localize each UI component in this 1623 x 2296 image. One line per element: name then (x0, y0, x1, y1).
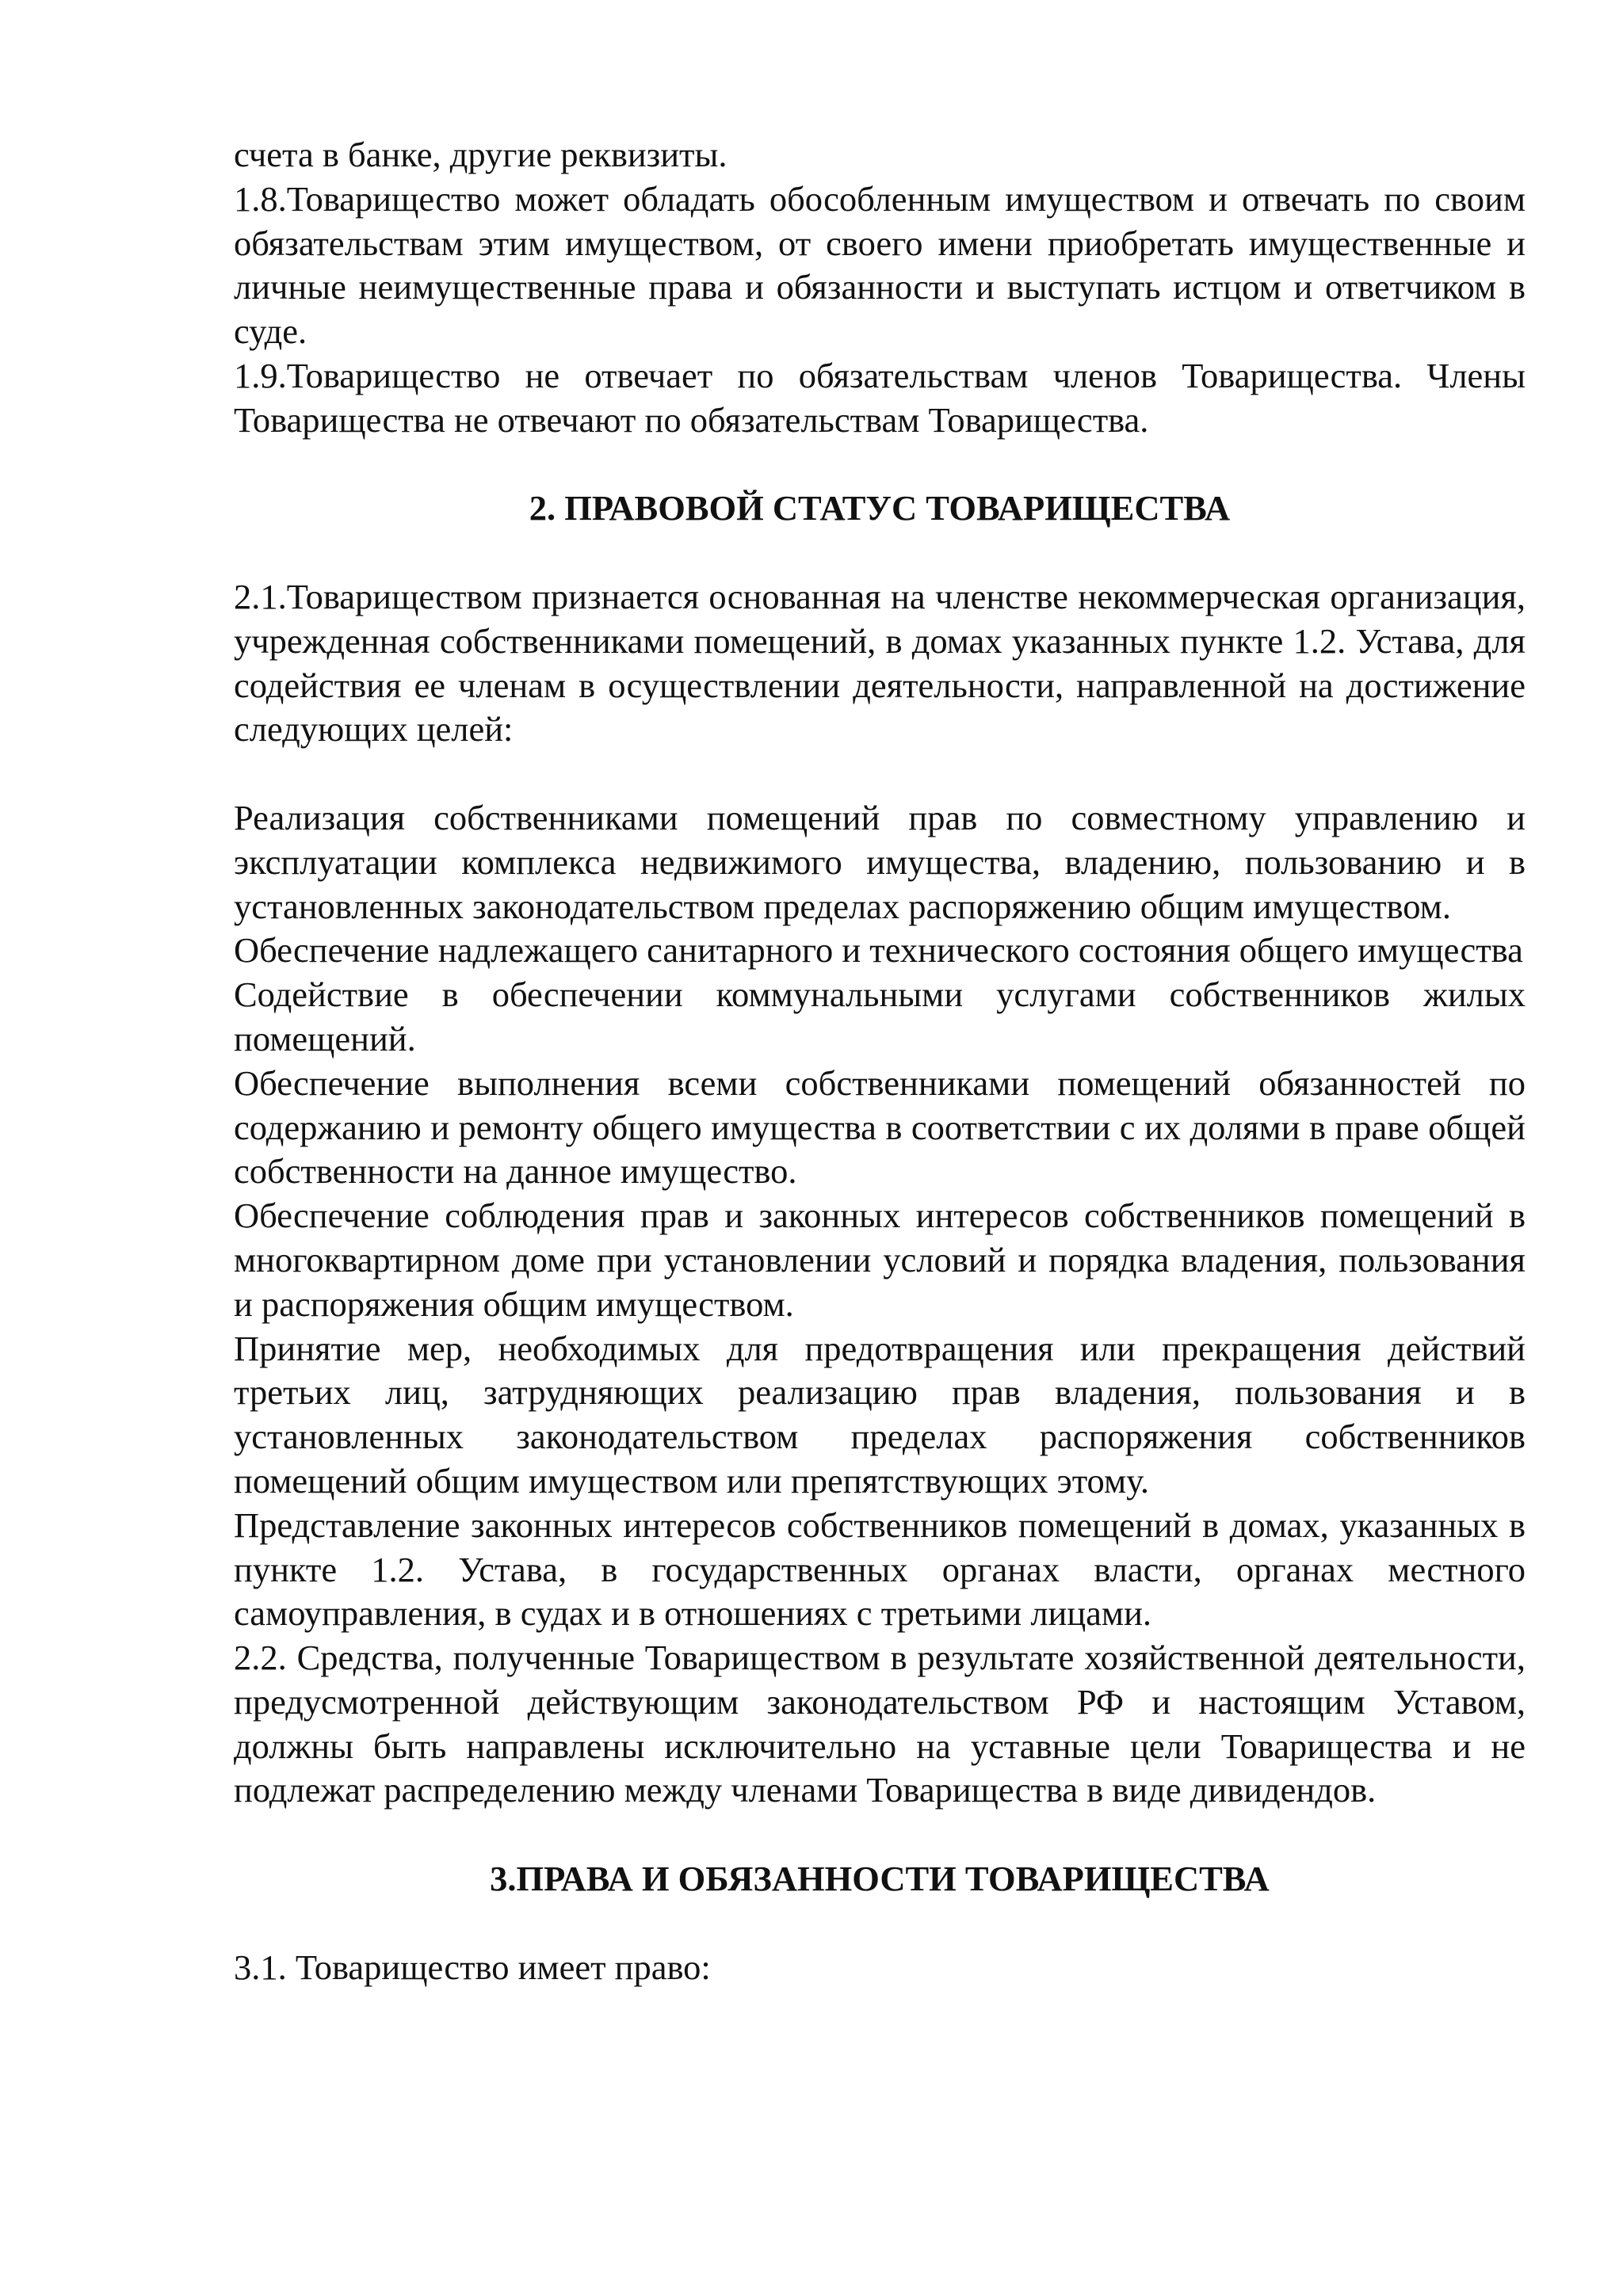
spacer (234, 752, 1526, 796)
spacer (234, 1901, 1526, 1946)
goal-item: Принятие мер, необходимых для предотвращения или прекращения действий третьих лиц, затрудняющих реализацию прав владения, пользования и в установленных законодательством пределах распоряжения собственников помещений общим имуществом или препятствующих этому. (234, 1328, 1526, 1501)
paragraph-2-1: 2.1.Товариществом признается основанная на членстве некоммерческая организация, учрежденная собственниками помещений, в домах указанных пункте 1.2. Устава, для содействия ее членам в осуществлении деятельности, направленной на достижение следующих целей: (234, 576, 1526, 749)
goal-item: Обеспечение выполнения всеми собственниками помещений обязанностей по содержанию и ремонту общего имущества в соответствии с их долями в праве общей собственности на данное имущество. (234, 1062, 1526, 1192)
goal-item: Обеспечение надлежащего санитарного и технического состояния общего имущества (234, 930, 1523, 971)
goal-item: Представление законных интересов собственников помещений в домах, указанных в пункте 1.2. Устава, в государственных органах власти, органах местного самоуправления, в судах и в отношениях с третьими лицами. (234, 1505, 1526, 1634)
document-page (234, 133, 1526, 1989)
section-heading-2: 2. ПРАВОВОЙ СТАТУС ТОВАРИЩЕСТВА (529, 488, 1231, 528)
paragraph-2-2: 2.2. Средства, полученные Товариществом в результате хозяйственной деятельности, предусмотренной действующим законодательством РФ и настоящим Уставом, должны быть направлены исключительно на уставные цели Товарищества и не подлежат распределению между членами Товарищества в виде дивидендов. (234, 1638, 1526, 1810)
paragraph-1-9: 1.9.Товарищество не отвечает по обязательствам членов Товарищества. Члены Товарищества не отвечают по обязательствам Товарищества. (234, 355, 1526, 440)
paragraph-1-8: 1.8.Товарищество может обладать обособленным имуществом и отвечать по своим обязательствам этим имуществом, от своего имени приобретать имущественные и личные неимущественные права и обязанности и выступать истцом и ответчиком в суде. (234, 178, 1526, 352)
paragraph-intro-tail: счета в банке, другие реквизиты. (234, 135, 727, 174)
spacer (234, 531, 1526, 575)
paragraph-3-1: 3.1. Товарищество имеет право: (234, 1947, 711, 1987)
goal-item: Реализация собственниками помещений прав по совместному управлению и эксплуатации комплекса недвижимого имущества, владению, пользованию и в установленных законодательством пределах распоряжению общим имуществом. (234, 797, 1526, 926)
spacer (234, 443, 1526, 487)
goal-item: Обеспечение соблюдения прав и законных интересов собственников помещений в многоквартирном доме при установлении условий и порядка владения, пользования и распоряжения общим имуществом. (234, 1196, 1526, 1324)
spacer (234, 1813, 1526, 1857)
section-heading-3: 3.ПРАВА И ОБЯЗАННОСТИ ТОВАРИЩЕСТВА (490, 1859, 1270, 1899)
goal-item: Содействие в обеспечении коммунальными услугами собственников жилых помещений. (234, 974, 1526, 1058)
